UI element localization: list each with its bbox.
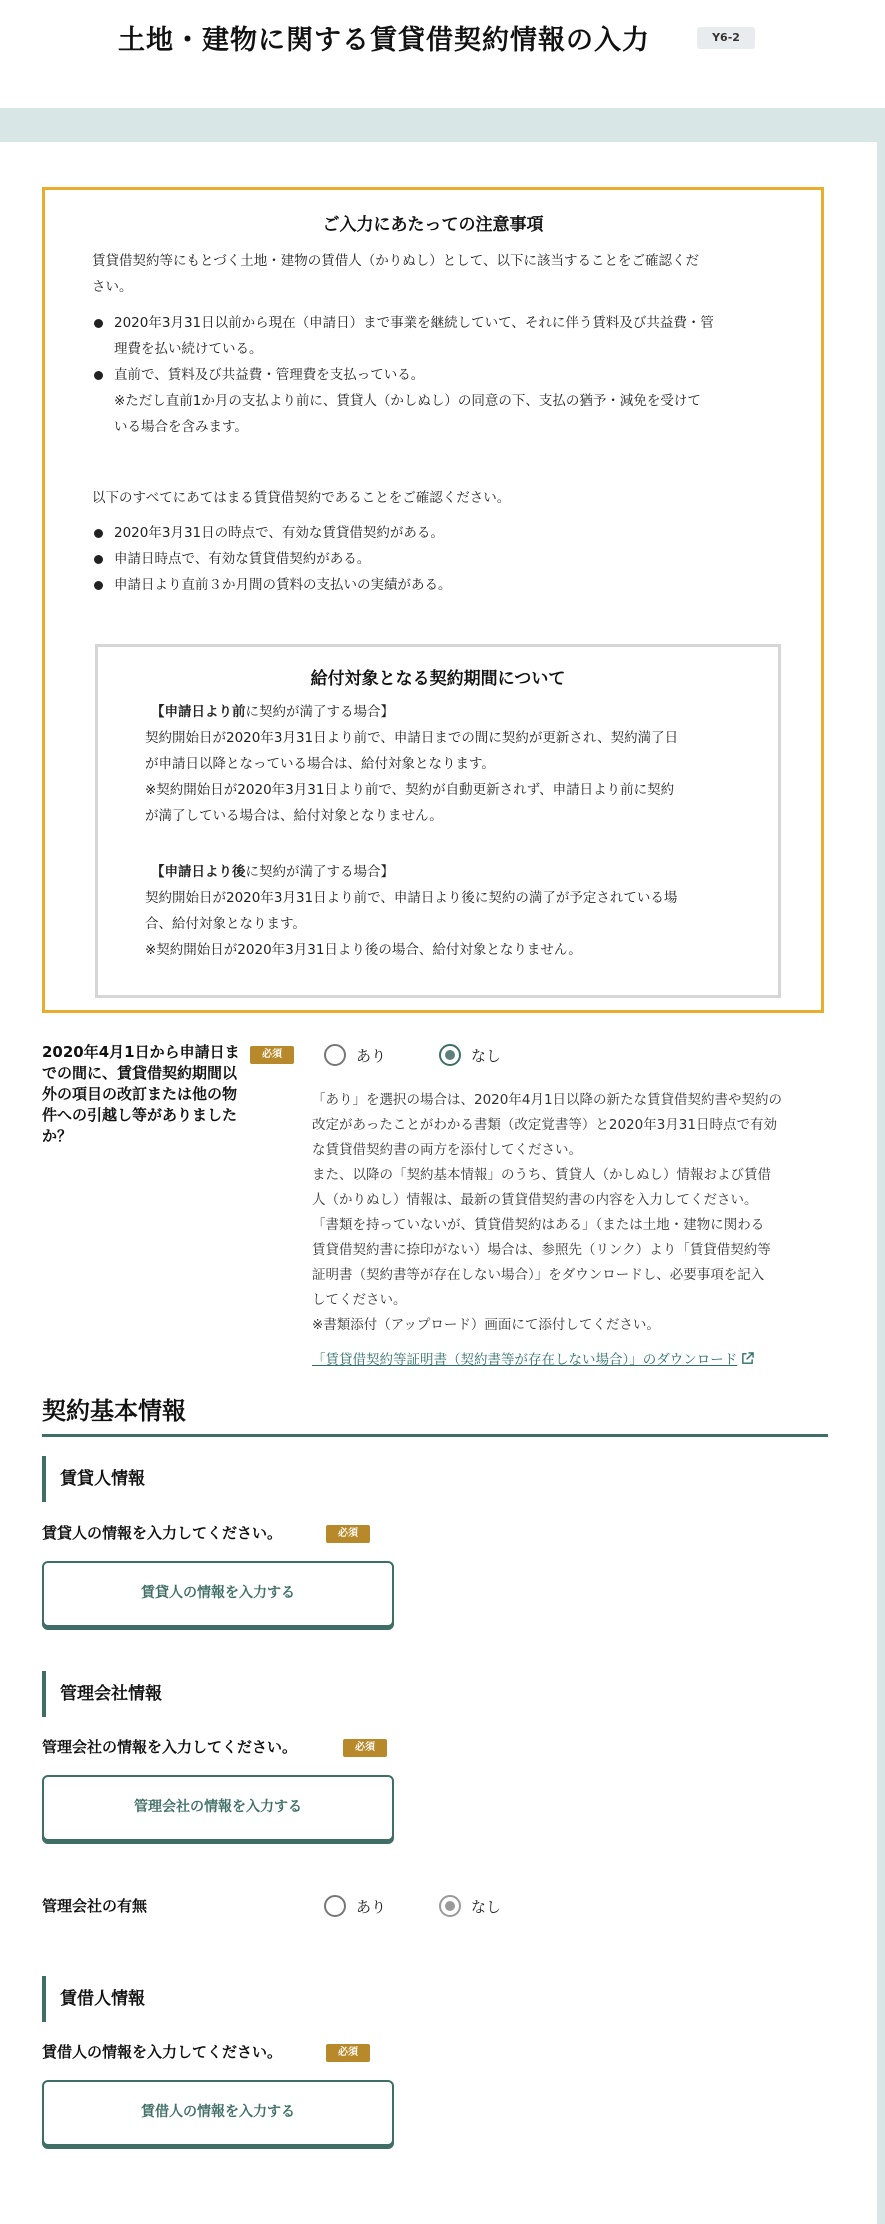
list-item: 申請日より直前３か月間の賃料の支払いの実績がある。 — [92, 572, 452, 598]
management-option-no[interactable]: なし — [439, 1895, 501, 1917]
required-badge: 必須 — [343, 1739, 387, 1757]
required-badge: 必須 — [326, 1525, 370, 1543]
management-option-yes[interactable]: あり — [324, 1895, 386, 1917]
lessor-label: 賃貸人の情報を入力してください。 — [42, 1524, 283, 1542]
title-bar — [0, 0, 885, 108]
page-title: 土地・建物に関する賃貸借契約情報の入力 — [118, 25, 650, 56]
question-help: 「あり」を選択の場合は、2020年4月1日以降の新たな賃貸借契約書や契約の 改定があったことがわかる書類（改定覚書等）と2020年3月31日時点で有効 な賃貸借契約書の両方を添付してください。 また、以降の「契約基本情報」のうち、賃貸人（かしぬし）情報および賃借 人（かりぬし）情報は、最新の賃貸借契約書の内容を入力してください。 「書類を持っていないが、賃貸借契約はある」（または土地・建物に関わる 賃貸借契約書に捺印がない）場合は、参照先（リンク）より「賃貸借契約等 証明書（契約書等が存在しない場合）」をダウンロードし、必要事項を記入 してください。 ※書類添付（アップロード）画面にて添付してください。 — [312, 1092, 783, 1333]
management-presence-label: 管理会社の有無 — [42, 1897, 148, 1915]
management-input-button[interactable]: 管理会社の情報を入力する — [42, 1775, 394, 1841]
lessee-input-button[interactable]: 賃借人の情報を入力する — [42, 2080, 394, 2146]
management-label: 管理会社の情報を入力してください。 — [42, 1738, 298, 1756]
required-badge: 必須 — [326, 2044, 370, 2062]
section-divider — [42, 1434, 828, 1437]
lessor-input-button[interactable]: 賃貸人の情報を入力する — [42, 1561, 394, 1627]
external-link-icon — [741, 1352, 754, 1365]
header-band — [0, 108, 885, 142]
list-item: 2020年3月31日の時点で、有効な賃貸借契約がある。 — [92, 520, 444, 546]
period-before-text: 契約開始日が2020年3月31日より前で、申請日までの間に契約が更新され、契約満了日 が申請日以降となっている場合は、給付対象となります。 ※契約開始日が2020年3月31日より前で、契約が自動更新されず、申請日より前に契約 が満了している場合は、給付対象となりません。 — [145, 730, 679, 824]
required-badge: 必須 — [250, 1046, 294, 1064]
contract-section-title: 契約基本情報 — [42, 1397, 186, 1425]
list-item: 申請日時点で、有効な賃貸借契約がある。 — [92, 546, 370, 572]
radio-circle-selected[interactable] — [439, 1044, 461, 1066]
list-item: 2020年3月31日以前から現在（申請日）まで事業を継続していて、それに伴う賃料及び共益費・管 理費を払い続けている。 — [92, 310, 714, 362]
period-after-heading: 【申請日より後に契約が満了する場合】 — [151, 864, 394, 880]
radio-circle-selected[interactable] — [439, 1895, 461, 1917]
period-before-heading: 【申請日より前に契約が満了する場合】 — [151, 704, 394, 720]
period-box — [95, 644, 781, 998]
question-option-no[interactable]: なし — [439, 1044, 501, 1066]
page-edge — [877, 142, 885, 2224]
notice-intro-2: さい。 — [92, 279, 133, 295]
notice-box — [42, 187, 824, 1013]
list-item: 直前で、賃料及び共益費・管理費を支払っている。 ※ただし直前1か月の支払より前に、賃貸人（かしぬし）の同意の下、支払の猶予・減免を受けて いる場合を含みます。 — [92, 362, 701, 440]
period-after-text: 契約開始日が2020年3月31日より前で、申請日より後に契約の満了が予定されている場 合、給付対象となります。 ※契約開始日が2020年3月31日より後の場合、給付対象となりません。 — [145, 890, 678, 958]
radio-circle[interactable] — [324, 1044, 346, 1066]
period-title: 給付対象となる契約期間について — [310, 669, 566, 689]
screen-id-badge: Y6-2 — [697, 27, 755, 49]
lessor-subheading: 賃貸人情報 — [42, 1456, 145, 1502]
management-subheading: 管理会社情報 — [42, 1671, 162, 1717]
lessee-subheading: 賃借人情報 — [42, 1976, 145, 2022]
notice-confirm: 以下のすべてにあてはまる賃貸借契約であることをご確認ください。 — [92, 490, 511, 506]
question-label: 2020年4月1日から申請日までの間に、賃貸借契約期間以外の項目の改訂または他の物件への引越し等がありましたか？ — [42, 1043, 240, 1145]
radio-circle[interactable] — [324, 1895, 346, 1917]
download-certificate-link[interactable]: 「賃貸借契約等証明書（契約書等が存在しない場合）」のダウンロード — [312, 1348, 754, 1368]
notice-title: ご入力にあたっての注意事項 — [322, 215, 544, 235]
question-option-yes[interactable]: あり — [324, 1044, 386, 1066]
notice-intro-1: 賃貸借契約等にもとづく土地・建物の賃借人（かりぬし）として、以下に該当することをご確認くだ — [92, 253, 699, 269]
lessee-label: 賃借人の情報を入力してください。 — [42, 2043, 283, 2061]
